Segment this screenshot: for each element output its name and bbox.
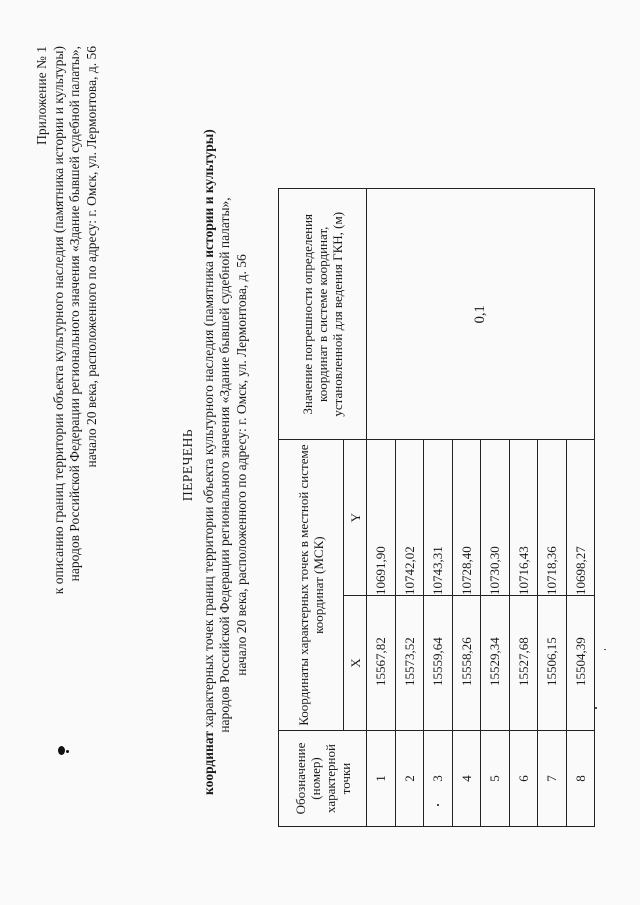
scan-speck [437,804,439,806]
coord-y: 10716,43 [515,546,531,595]
coord-x-cell [395,596,424,731]
coordinates-table [278,188,595,827]
coord-x: 15527,68 [515,637,531,686]
coord-x: 15529,34 [487,637,503,686]
coord-x: 15573,52 [401,637,417,686]
coord-y: 10698,27 [572,546,588,595]
coord-x: 15558,26 [458,637,474,686]
coord-x: 15559,64 [430,637,446,686]
coord-x-cell [367,596,396,731]
coord-y: 10730,30 [487,546,503,595]
header-point: Обозначение (номер) характерной точки [279,731,367,827]
coord-y-cell [367,440,396,596]
coord-y-cell [509,440,538,596]
scan-speck [595,707,597,709]
scan-speck [604,649,606,650]
coord-x-cell [538,596,567,731]
coord-y: 10728,40 [458,546,474,595]
coord-x-cell [509,596,538,731]
header-x: X [344,596,367,731]
error-value: 0,1 [367,189,595,440]
coord-x: 15506,15 [544,637,560,686]
header-y: Y [344,440,367,596]
coord-x-cell [424,596,453,731]
point-number: 1 [367,731,396,827]
scan-speck [66,750,69,753]
title-bold-word: координат [200,731,216,795]
point-number: 5 [481,731,510,827]
coord-y: 10691,90 [373,546,389,595]
coord-x: 15567,82 [373,637,389,686]
coord-x: 15504,39 [572,637,588,686]
header-coordinates: Координаты характерных точек в местной системе координат (МСК) [279,440,344,731]
coord-y-cell [481,440,510,596]
title-heading: ПЕРЕЧЕНЬ [180,428,195,502]
table-row [367,189,396,827]
title-line: народов Российской Федерации регионального значения «Здание бывшей судебной палаты», [217,197,232,733]
coord-x-cell [566,596,595,731]
coord-y-cell [566,440,595,596]
coord-y: 10742,02 [401,546,417,595]
coord-y-cell [452,440,481,596]
title-line [200,129,218,795]
point-number: 4 [452,731,481,827]
title-text: характерных точек границ территории объекта культурного наследия (памятника [200,257,216,732]
coord-x-cell [452,596,481,731]
point-number: 3 [424,731,453,827]
point-number: 8 [566,731,595,827]
document-title [180,129,250,795]
coord-y: 10718,36 [544,546,560,595]
coord-y-cell [395,440,424,596]
annex-description-line: народов Российской Федерации регионального значения «Здание бывшей судебной палаты», [67,46,82,582]
annex-description-line: к описанию границ территории объекта культурного наследия (памятника истории и культуры) [50,46,66,595]
coord-y-cell [424,440,453,596]
coord-y-cell [538,440,567,596]
title-bold-phrase: истории и культуры) [200,129,216,258]
annex-number: Приложение № 1 [34,46,49,145]
point-number: 6 [509,731,538,827]
header-error: Значение погрешности определения координат в системе координат, установленной для ведения ГКН, (м) [279,189,367,440]
point-number: 7 [538,731,567,827]
coord-y: 10743,31 [430,546,446,595]
annex-header [34,46,100,606]
scan-speck [58,746,65,755]
point-number: 2 [395,731,424,827]
annex-description-line: начало 20 века, расположенного по адресу: г. Омск, ул. Лермонтова, д. 56 [83,46,99,468]
title-line: начало 20 века, расположенного по адресу: г. Омск, ул. Лермонтова, д. 56 [233,254,249,676]
coord-x-cell [481,596,510,731]
